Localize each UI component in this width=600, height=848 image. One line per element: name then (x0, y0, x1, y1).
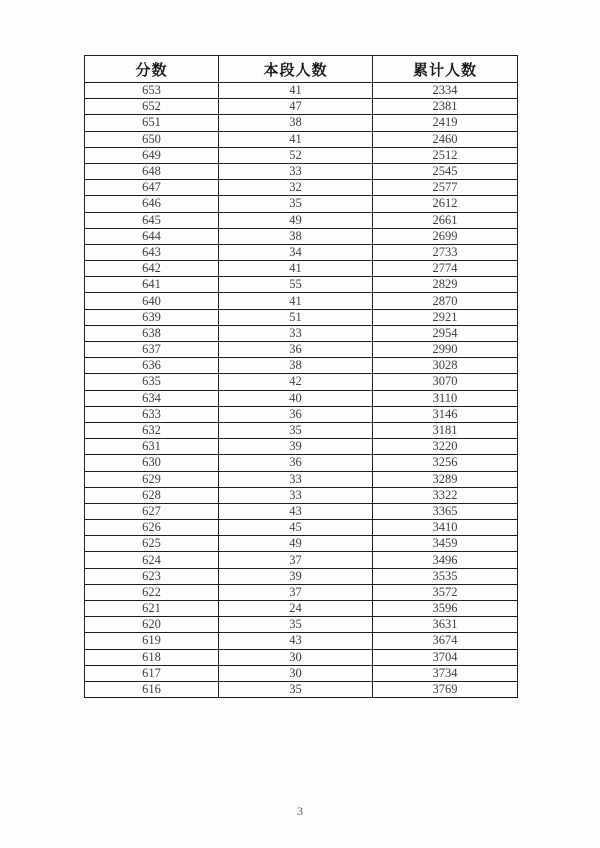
cell-cumulative-count: 2419 (373, 115, 518, 131)
table-row (85, 520, 518, 536)
table-row (85, 406, 518, 422)
cell-score: 631 (85, 439, 219, 455)
cell-cumulative-count: 2545 (373, 163, 518, 179)
cell-segment-count: 33 (219, 163, 373, 179)
table-row (85, 584, 518, 600)
table-row (85, 358, 518, 374)
table-row (85, 163, 518, 179)
cell-score: 630 (85, 455, 219, 471)
cell-cumulative-count: 3535 (373, 568, 518, 584)
cell-segment-count: 32 (219, 180, 373, 196)
cell-score: 634 (85, 390, 219, 406)
table-row (85, 374, 518, 390)
table-row (85, 180, 518, 196)
table-row (85, 261, 518, 277)
table-row (85, 601, 518, 617)
cell-score: 637 (85, 342, 219, 358)
table-row (85, 503, 518, 519)
table-row (85, 309, 518, 325)
cell-score: 622 (85, 584, 219, 600)
cell-score: 635 (85, 374, 219, 390)
cell-score: 652 (85, 99, 219, 115)
cell-segment-count: 41 (219, 293, 373, 309)
header-segment-count: 本段人数 (219, 56, 373, 83)
cell-score: 648 (85, 163, 219, 179)
cell-cumulative-count: 3704 (373, 649, 518, 665)
cell-score: 642 (85, 261, 219, 277)
table-row (85, 649, 518, 665)
cell-segment-count: 41 (219, 261, 373, 277)
cell-cumulative-count: 3734 (373, 665, 518, 681)
page-number: 3 (297, 804, 303, 818)
cell-score: 620 (85, 617, 219, 633)
cell-segment-count: 33 (219, 487, 373, 503)
cell-score: 626 (85, 520, 219, 536)
cell-cumulative-count: 2733 (373, 244, 518, 260)
table-row (85, 665, 518, 681)
cell-score: 618 (85, 649, 219, 665)
cell-segment-count: 43 (219, 503, 373, 519)
cell-cumulative-count: 2381 (373, 99, 518, 115)
cell-segment-count: 39 (219, 439, 373, 455)
cell-score: 643 (85, 244, 219, 260)
cell-score: 647 (85, 180, 219, 196)
cell-cumulative-count: 2774 (373, 261, 518, 277)
cell-cumulative-count: 3146 (373, 406, 518, 422)
table-row (85, 455, 518, 471)
cell-cumulative-count: 3220 (373, 439, 518, 455)
cell-segment-count: 33 (219, 325, 373, 341)
cell-cumulative-count: 2829 (373, 277, 518, 293)
cell-segment-count: 36 (219, 455, 373, 471)
cell-segment-count: 35 (219, 681, 373, 697)
cell-segment-count: 35 (219, 196, 373, 212)
cell-segment-count: 30 (219, 649, 373, 665)
cell-score: 639 (85, 309, 219, 325)
table-row (85, 228, 518, 244)
cell-score: 653 (85, 83, 219, 99)
cell-cumulative-count: 3181 (373, 422, 518, 438)
cell-segment-count: 38 (219, 358, 373, 374)
cell-cumulative-count: 2954 (373, 325, 518, 341)
table-row (85, 536, 518, 552)
cell-cumulative-count: 3769 (373, 681, 518, 697)
cell-segment-count: 51 (219, 309, 373, 325)
cell-cumulative-count: 3365 (373, 503, 518, 519)
table-row (85, 422, 518, 438)
cell-cumulative-count: 2577 (373, 180, 518, 196)
cell-score: 625 (85, 536, 219, 552)
cell-segment-count: 34 (219, 244, 373, 260)
cell-segment-count: 35 (219, 617, 373, 633)
cell-score: 636 (85, 358, 219, 374)
table-row (85, 212, 518, 228)
cell-score: 628 (85, 487, 219, 503)
cell-cumulative-count: 2334 (373, 83, 518, 99)
cell-cumulative-count: 3322 (373, 487, 518, 503)
cell-score: 646 (85, 196, 219, 212)
cell-segment-count: 38 (219, 228, 373, 244)
table-row (85, 131, 518, 147)
score-distribution-table (84, 55, 518, 698)
cell-score: 617 (85, 665, 219, 681)
cell-segment-count: 49 (219, 536, 373, 552)
cell-segment-count: 42 (219, 374, 373, 390)
table-row (85, 681, 518, 697)
table-row (85, 568, 518, 584)
cell-score: 641 (85, 277, 219, 293)
cell-segment-count: 24 (219, 601, 373, 617)
cell-score: 624 (85, 552, 219, 568)
table-row (85, 439, 518, 455)
table-row (85, 325, 518, 341)
cell-cumulative-count: 2870 (373, 293, 518, 309)
cell-segment-count: 43 (219, 633, 373, 649)
cell-segment-count: 41 (219, 83, 373, 99)
cell-cumulative-count: 3572 (373, 584, 518, 600)
cell-segment-count: 39 (219, 568, 373, 584)
cell-cumulative-count: 3674 (373, 633, 518, 649)
cell-score: 633 (85, 406, 219, 422)
cell-score: 644 (85, 228, 219, 244)
cell-score: 645 (85, 212, 219, 228)
header-cumulative-count: 累计人数 (373, 56, 518, 83)
table-row (85, 390, 518, 406)
table-row (85, 115, 518, 131)
cell-score: 640 (85, 293, 219, 309)
cell-segment-count: 38 (219, 115, 373, 131)
cell-score: 650 (85, 131, 219, 147)
cell-segment-count: 49 (219, 212, 373, 228)
table-row (85, 617, 518, 633)
cell-score: 651 (85, 115, 219, 131)
cell-cumulative-count: 3256 (373, 455, 518, 471)
cell-segment-count: 30 (219, 665, 373, 681)
cell-segment-count: 47 (219, 99, 373, 115)
cell-cumulative-count: 2512 (373, 147, 518, 163)
table-row (85, 147, 518, 163)
table-row (85, 293, 518, 309)
cell-cumulative-count: 2612 (373, 196, 518, 212)
cell-segment-count: 45 (219, 520, 373, 536)
cell-segment-count: 41 (219, 131, 373, 147)
table-row (85, 633, 518, 649)
cell-score: 627 (85, 503, 219, 519)
table-row (85, 244, 518, 260)
cell-score: 621 (85, 601, 219, 617)
cell-segment-count: 37 (219, 552, 373, 568)
table-row (85, 342, 518, 358)
cell-cumulative-count: 3410 (373, 520, 518, 536)
cell-score: 623 (85, 568, 219, 584)
cell-score: 638 (85, 325, 219, 341)
cell-score: 616 (85, 681, 219, 697)
cell-segment-count: 55 (219, 277, 373, 293)
table-row (85, 277, 518, 293)
cell-cumulative-count: 3028 (373, 358, 518, 374)
cell-cumulative-count: 3631 (373, 617, 518, 633)
cell-cumulative-count: 2460 (373, 131, 518, 147)
cell-segment-count: 33 (219, 471, 373, 487)
cell-cumulative-count: 3596 (373, 601, 518, 617)
table-body (85, 83, 518, 698)
table-row (85, 552, 518, 568)
header-row (85, 56, 518, 83)
cell-segment-count: 37 (219, 584, 373, 600)
cell-cumulative-count: 2661 (373, 212, 518, 228)
table-row (85, 487, 518, 503)
cell-segment-count: 40 (219, 390, 373, 406)
cell-cumulative-count: 3496 (373, 552, 518, 568)
table-row (85, 471, 518, 487)
table-row (85, 83, 518, 99)
header-score: 分数 (85, 56, 219, 83)
cell-segment-count: 36 (219, 406, 373, 422)
cell-cumulative-count: 3289 (373, 471, 518, 487)
cell-cumulative-count: 2699 (373, 228, 518, 244)
cell-cumulative-count: 3110 (373, 390, 518, 406)
cell-cumulative-count: 3070 (373, 374, 518, 390)
table-row (85, 99, 518, 115)
cell-segment-count: 52 (219, 147, 373, 163)
cell-cumulative-count: 3459 (373, 536, 518, 552)
cell-score: 629 (85, 471, 219, 487)
cell-segment-count: 35 (219, 422, 373, 438)
cell-score: 649 (85, 147, 219, 163)
cell-segment-count: 36 (219, 342, 373, 358)
cell-cumulative-count: 2990 (373, 342, 518, 358)
cell-score: 632 (85, 422, 219, 438)
cell-cumulative-count: 2921 (373, 309, 518, 325)
table-row (85, 196, 518, 212)
cell-score: 619 (85, 633, 219, 649)
